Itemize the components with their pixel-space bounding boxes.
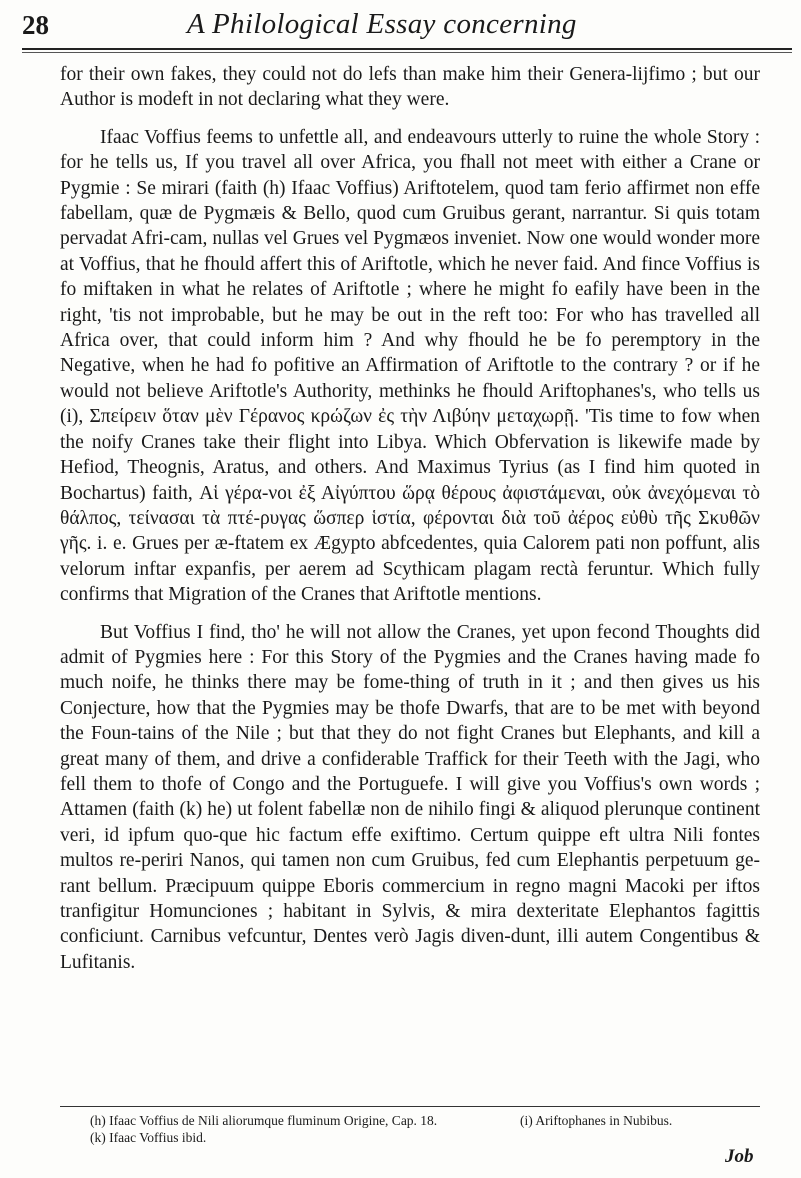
header-rule	[22, 48, 792, 50]
footnotes	[90, 1112, 770, 1146]
paragraph-3: But Voffius I find, tho' he will not allow the Cranes, yet upon fecond Thoughts did admit of Pygmies here : For this Story of the Pygmies and the Cranes having made fo much noife, he thinks there may be fome-thing of truth in it ; and then gives us his Conjecture, how that the Pygmies may be thofe Dwarfs, that are to be met with beyond the Foun-tains of the Nile ; but that they do not fight Cranes but Elephants, and kill a great many of them, and drive a confiderable Traffick for their Teeth with the Jagi, who fell them to thofe of Congo and the Portuguefe. I will give you Voffius's own words ; Attamen (faith (k) he) ut folent fabellæ non de nihilo fingi & aliquod plerunque continent veri, id ipfum quo-que hic factum effe exiftimo. Certum quippe eft ultra Nili fontes multos re-periri Nanos, qui tamen non cum Gruibus, fed cum Elephantis perpetuum ge-rant bellum. Præcipuum quippe Eboris commercium in regno magni Macoki per iftos tranfigitur Homunciones ; habitant in Sylvis, & mira dexteritate Elephantos fagittis conficiunt. Carnibus vefcuntur, Dentes verò Jagis diven-dunt, illi autem Congentibus & Lufitanis.	[60, 621, 760, 973]
running-head: A Philological Essay concerning	[187, 8, 577, 40]
page-number: 28	[22, 10, 49, 40]
header-rule-thin	[22, 52, 792, 53]
footnote-rule	[60, 1106, 760, 1107]
footnote-h: (h) Ifaac Voffius de Nili aliorumque fluminum Origine, Cap. 18.	[90, 1113, 438, 1128]
main-text	[60, 62, 760, 975]
paragraph-gap	[60, 608, 760, 620]
footnote-i: (i) Ariftophanes in Nubibus.	[520, 1113, 673, 1128]
paragraph-2: Ifaac Voffius feems to unfettle all, and endeavours utterly to ruine the whole Story : for he tells us, If you travel all over Africa, you fhall not meet with either a Crane or Pygmie : Se mirari (faith (h) Ifaac Voffius) Ariftotelem, quod tam ferio affirmet non effe fabellam, quæ de Pygmæis & Bello, quod cum Gruibus gerant, narrantur. Si quis totam pervadat Afri-cam, nullas vel Grues vel Pygmæos inveniet. Now one would wonder more at Voffius, that he fhould affert this of Ariftotle, which he never faid. And fince Voffius is fo miftaken in what he relates of Ariftotle ; where he might fo eafily have been in the right, 'tis not improbable, but he may be out in the reft too: For who has travelled all Africa over, that could inform him ? And why fhould he be fo peremptory in the Negative, when he had fo pofitive an Affirmation of Ariftotle to the contrary ? or if he would not believe Ariftotle's Authority, methinks he fhould Ariftophanes's, who tells us (i), Σπείρειν ὅταν μὲν Γέρανος κρώζων ἐς τὴν Λιβύην μεταχωρῇ. 'Tis time to fow when the noify Cranes take their flight into Libya. Which Obfervation is likewife made by Hefiod, Theognis, Aratus, and others. And Maximus Tyrius (as I find him quoted in Bochartus) faith, Αἱ γέρα-νοι ἐξ Αἰγύπτου ὥρᾳ θέρους ἀφιστάμεναι, οὐκ ἀνεχόμεναι τὸ θάλπος, τείνασαι τὰ πτέ-ρυγας ὥσπερ ἱστία, φέρονται διὰ τοῦ ἀέρος εὐθὺ τῆς Σκυθῶν γῆς. i. e. Grues per æ-ftatem ex Ægypto abfcedentes, quia Calorem pati non poffunt, alis velorum inftar expanfis, per aerem ad Scythicam plagam rectà feruntur. Which fully confirms that Migration of the Cranes that Ariftotle mentions.	[60, 126, 760, 606]
paragraph-gap	[60, 113, 760, 125]
paragraph-1: for their own fakes, they could not do lefs than make him their Genera-lijfimo ; but our Author is modeft in not declaring what they were.	[60, 64, 760, 111]
catchword: Job	[725, 1146, 754, 1167]
page-header	[22, 8, 792, 48]
footnote-k: (k) Ifaac Voffius ibid.	[90, 1130, 207, 1145]
